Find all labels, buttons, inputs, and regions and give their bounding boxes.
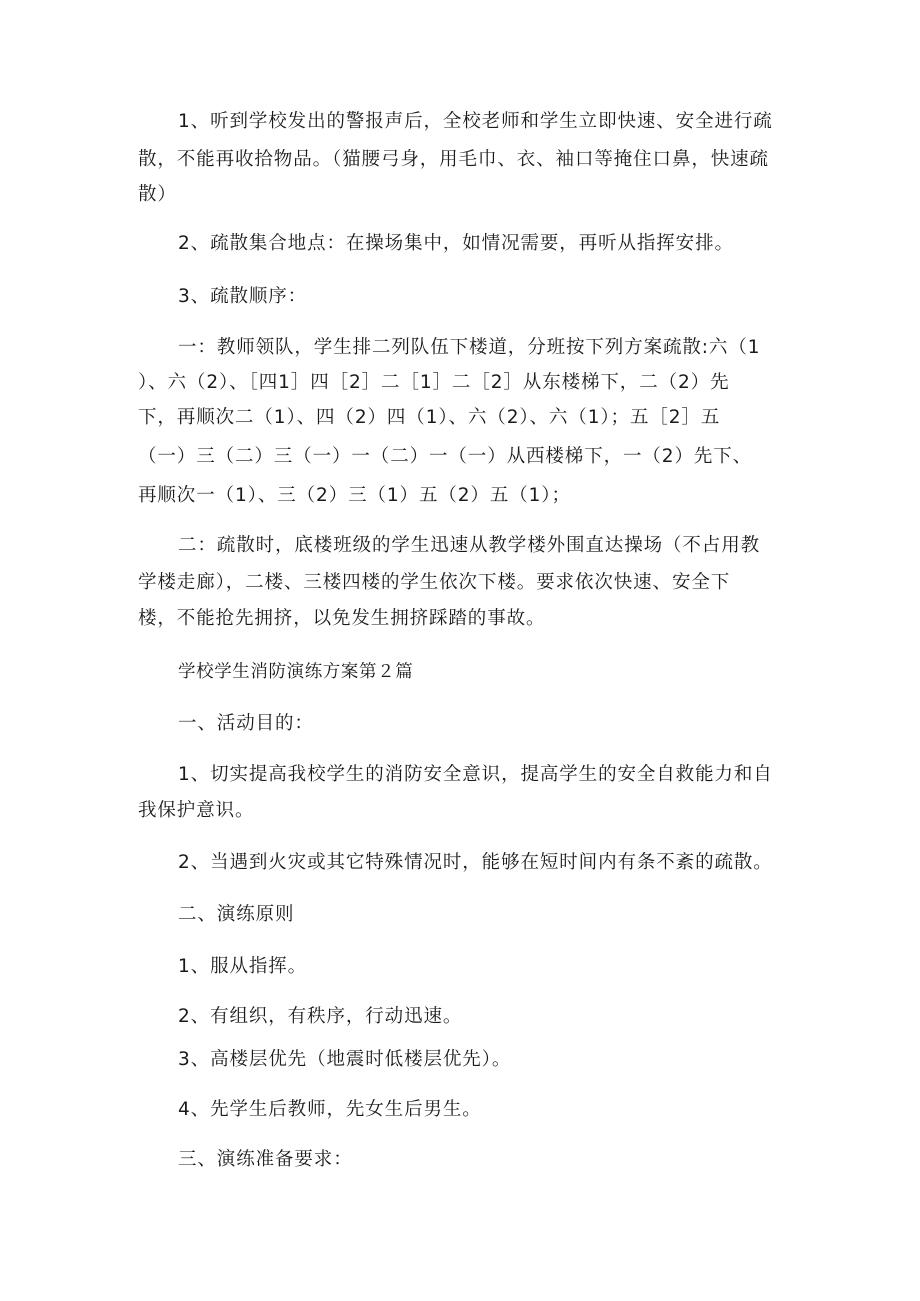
order-heading: 3、疏散顺序： (178, 286, 308, 307)
alarm-paragraph-line: 散，不能再收拾物品。（猫腰弓身，用毛巾、衣、袖口等掩住口鼻，快速疏 (138, 149, 769, 170)
principle-item: 3、高楼层优先（地震时低楼层优先）。 (178, 1049, 512, 1070)
alarm-paragraph-line: 散） (138, 184, 177, 205)
order-two-line: 楼，不能抢先拥挤，以免发生拥挤踩踏的事故。 (138, 608, 546, 629)
principle-item: 2、有组织，有秩序，行动迅速。 (178, 1006, 463, 1027)
purpose-heading: 一、活动目的： (178, 713, 314, 734)
principle-item: 4、先学生后教师，先女生后男生。 (178, 1099, 482, 1120)
order-one-line: 一：教师领队，学生排二列队伍下楼道，分班按下列方案疏散:六（1 (178, 337, 761, 358)
assembly-paragraph: 2、疏散集合地点：在操场集中，如情况需要，再听从指挥安排。 (178, 233, 734, 254)
order-one-line: 再顺次一（1）、三（2）三（1）五（2）五（1）； (138, 485, 571, 506)
principles-heading: 二、演练原则 (178, 904, 295, 925)
order-two-line: 二：疏散时，底楼班级的学生迅速从教学楼外围直达操场（不占用教 (178, 535, 761, 556)
order-one-line: 下，再顺次二（1）、四（2）四（1）、六（2）、六（1）；五［2］五 (138, 407, 721, 428)
order-one-line: ）、六（2）、［四1］四［2］二［1］二［2］从东楼梯下，二（2）先 (138, 372, 730, 393)
purpose-item-2: 2、当遇到火灾或其它特殊情况时，能够在短时间内有条不紊的疏散。 (178, 852, 773, 873)
order-two-line: 学楼走廊），二楼、三楼四楼的学生依次下楼。要求依次快速、安全下 (138, 572, 731, 593)
preparation-heading: 三、演练准备要求： (178, 1149, 353, 1170)
section-title: 学校学生消防演练方案第２篇 (178, 662, 414, 682)
alarm-paragraph-line: 1、听到学校发出的警报声后，全校老师和学生立即快速、安全进行疏 (178, 111, 773, 132)
principle-item: 1、服从指挥。 (178, 956, 308, 977)
order-one-line: （一）三（二）三（一）一（二）一（一）从西楼梯下，一（2）先下、 (138, 446, 753, 467)
purpose-item-1-line: 1、切实提高我校学生的消防安全意识，提高学生的安全自救能力和自 (178, 764, 773, 785)
purpose-item-1-line: 我保护意识。 (138, 800, 255, 821)
